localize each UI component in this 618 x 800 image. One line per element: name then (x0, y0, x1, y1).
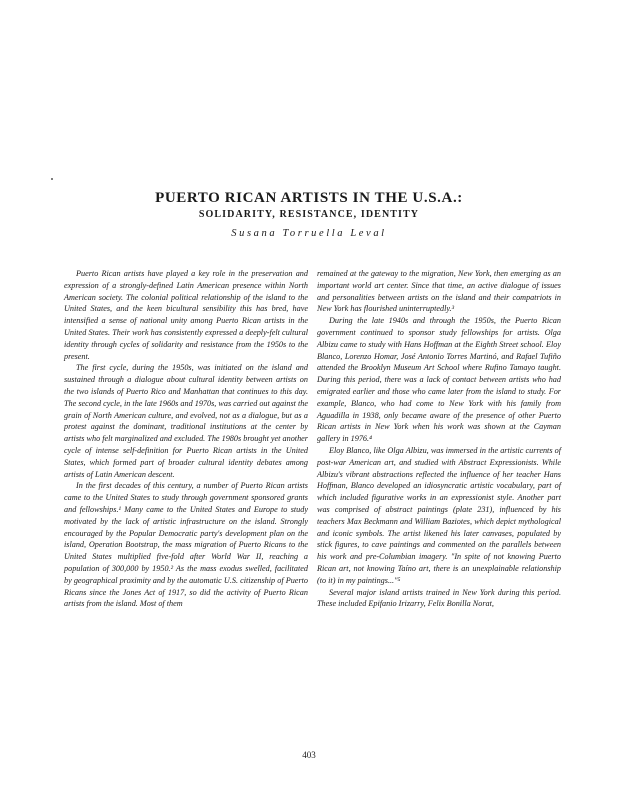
paragraph: Several major island artists trained in New York during this period. These included Epifanio Irizarry, Felix Bonilla Norat, (317, 587, 561, 609)
stray-mark (51, 178, 53, 180)
paragraph: Eloy Blanco, like Olga Albizu, was immersed in the artistic currents of post-war American art, and studied with Abstract Expressionists. While Albizu's vibrant abstractions reflected the influence of her teacher Hans Hoffman, Blanco developed an idiosyncratic artistic vocabulary, part of which included figurative works in an expressionist style. Another part was comprised of abstract paintings (plate 231), influenced by his teachers Max Beckmann and William Baziotes, which depict mythological and iconic symbols. The artist likened his later canvases, populated by stick figures, to cave paintings and commented on the parallels between his work and pre-Columbian imagery. "In spite of not knowing Puerto Rican art, not knowing Taíno art, there is an unexplainable relationship (to it) in my paintings..."⁵ (317, 445, 561, 585)
paragraph: remained at the gateway to the migration, New York, then emerging as an important world art center. Since that time, an active dialogue of issues and personalities between artists on the island and their compatriots in New York has flourished uninterruptedly.³ (317, 269, 561, 314)
paragraph: The first cycle, during the 1950s, was initiated on the island and sustained through a dialogue about cultural identity between artists on the two islands of Puerto Rico and Manhattan that continues to this day. The second cycle, in the late 1960s and 1970s, was carried out against the grain of North American culture, and evolved, not as a dialogue, but as a protest against the dominant, traditional institutions at the center by artists who felt marginalized and excluded. The 1980s brought yet another cycle of intense self-definition for Puerto Rican artists in the United States, which formed part of broader cultural identity debates among artists of Latin American descent. (64, 363, 309, 479)
page-number: 403 (302, 750, 316, 760)
paragraph: During the late 1940s and through the 1950s, the Puerto Rican government continued to sponsor study fellowships for artists. Olga Albizu came to study with Hans Hoffman at the Eighth Street school. Eloy Blanco, Lorenzo Homar, José Antonio Torres Martinó, and Rafael Tufiño attended the Brooklyn Museum Art School where Rufino Tamayo taught. During this period, there was a lack of contact between artists who had emigrated earlier and those who came later from the island to study. For example, Blanco, who had come to New York with his family from Aguadilla in 1938, only became aware of the presence of other Puerto Rican artists in New York when his work was shown at the Cayman gallery in 1976.⁴ (317, 316, 561, 444)
right-column (317, 268, 561, 610)
left-column (64, 268, 308, 610)
article-author: Susana Torruella Leval (231, 228, 387, 239)
article-subtitle: SOLIDARITY, RESISTANCE, IDENTITY (198, 209, 420, 220)
paragraph: In the first decades of this century, a number of Puerto Rican artists came to the United States to study through government sponsored grants and fellowships.¹ Many came to the United States and Europe to study motivated by the lack of artistic infrastructure on the island. Strongly encouraged by the Popular Democratic party's development plan on the island, Operation Bootstrap, the mass migration of Puerto Ricans to the United States multiplied five-fold after World War II, reaching a population of 300,000 by 1950.² As the mass exodus swelled, facilitated by geographical proximity and by the automatic U.S. citizenship of Puerto Ricans since the Jones Act of 1917, so did the activity of Puerto Rican artists from the island. Most of them (64, 481, 308, 609)
article-title: PUERTO RICAN ARTISTS IN THE U.S.A.: (155, 190, 463, 206)
paragraph: Puerto Rican artists have played a key role in the preservation and expression of a strongly-defined Latin American presence within North American society. The colonial political relationship of the island to the United States, and the keen bicultural sensibility this has bred, have intensified a sense of national unity among Puerto Rican artists in the United States. Their work has consistently expressed a deeply-felt cultural identity through cycles of solidarity and resistance from the 1950s to the present. (64, 269, 308, 361)
